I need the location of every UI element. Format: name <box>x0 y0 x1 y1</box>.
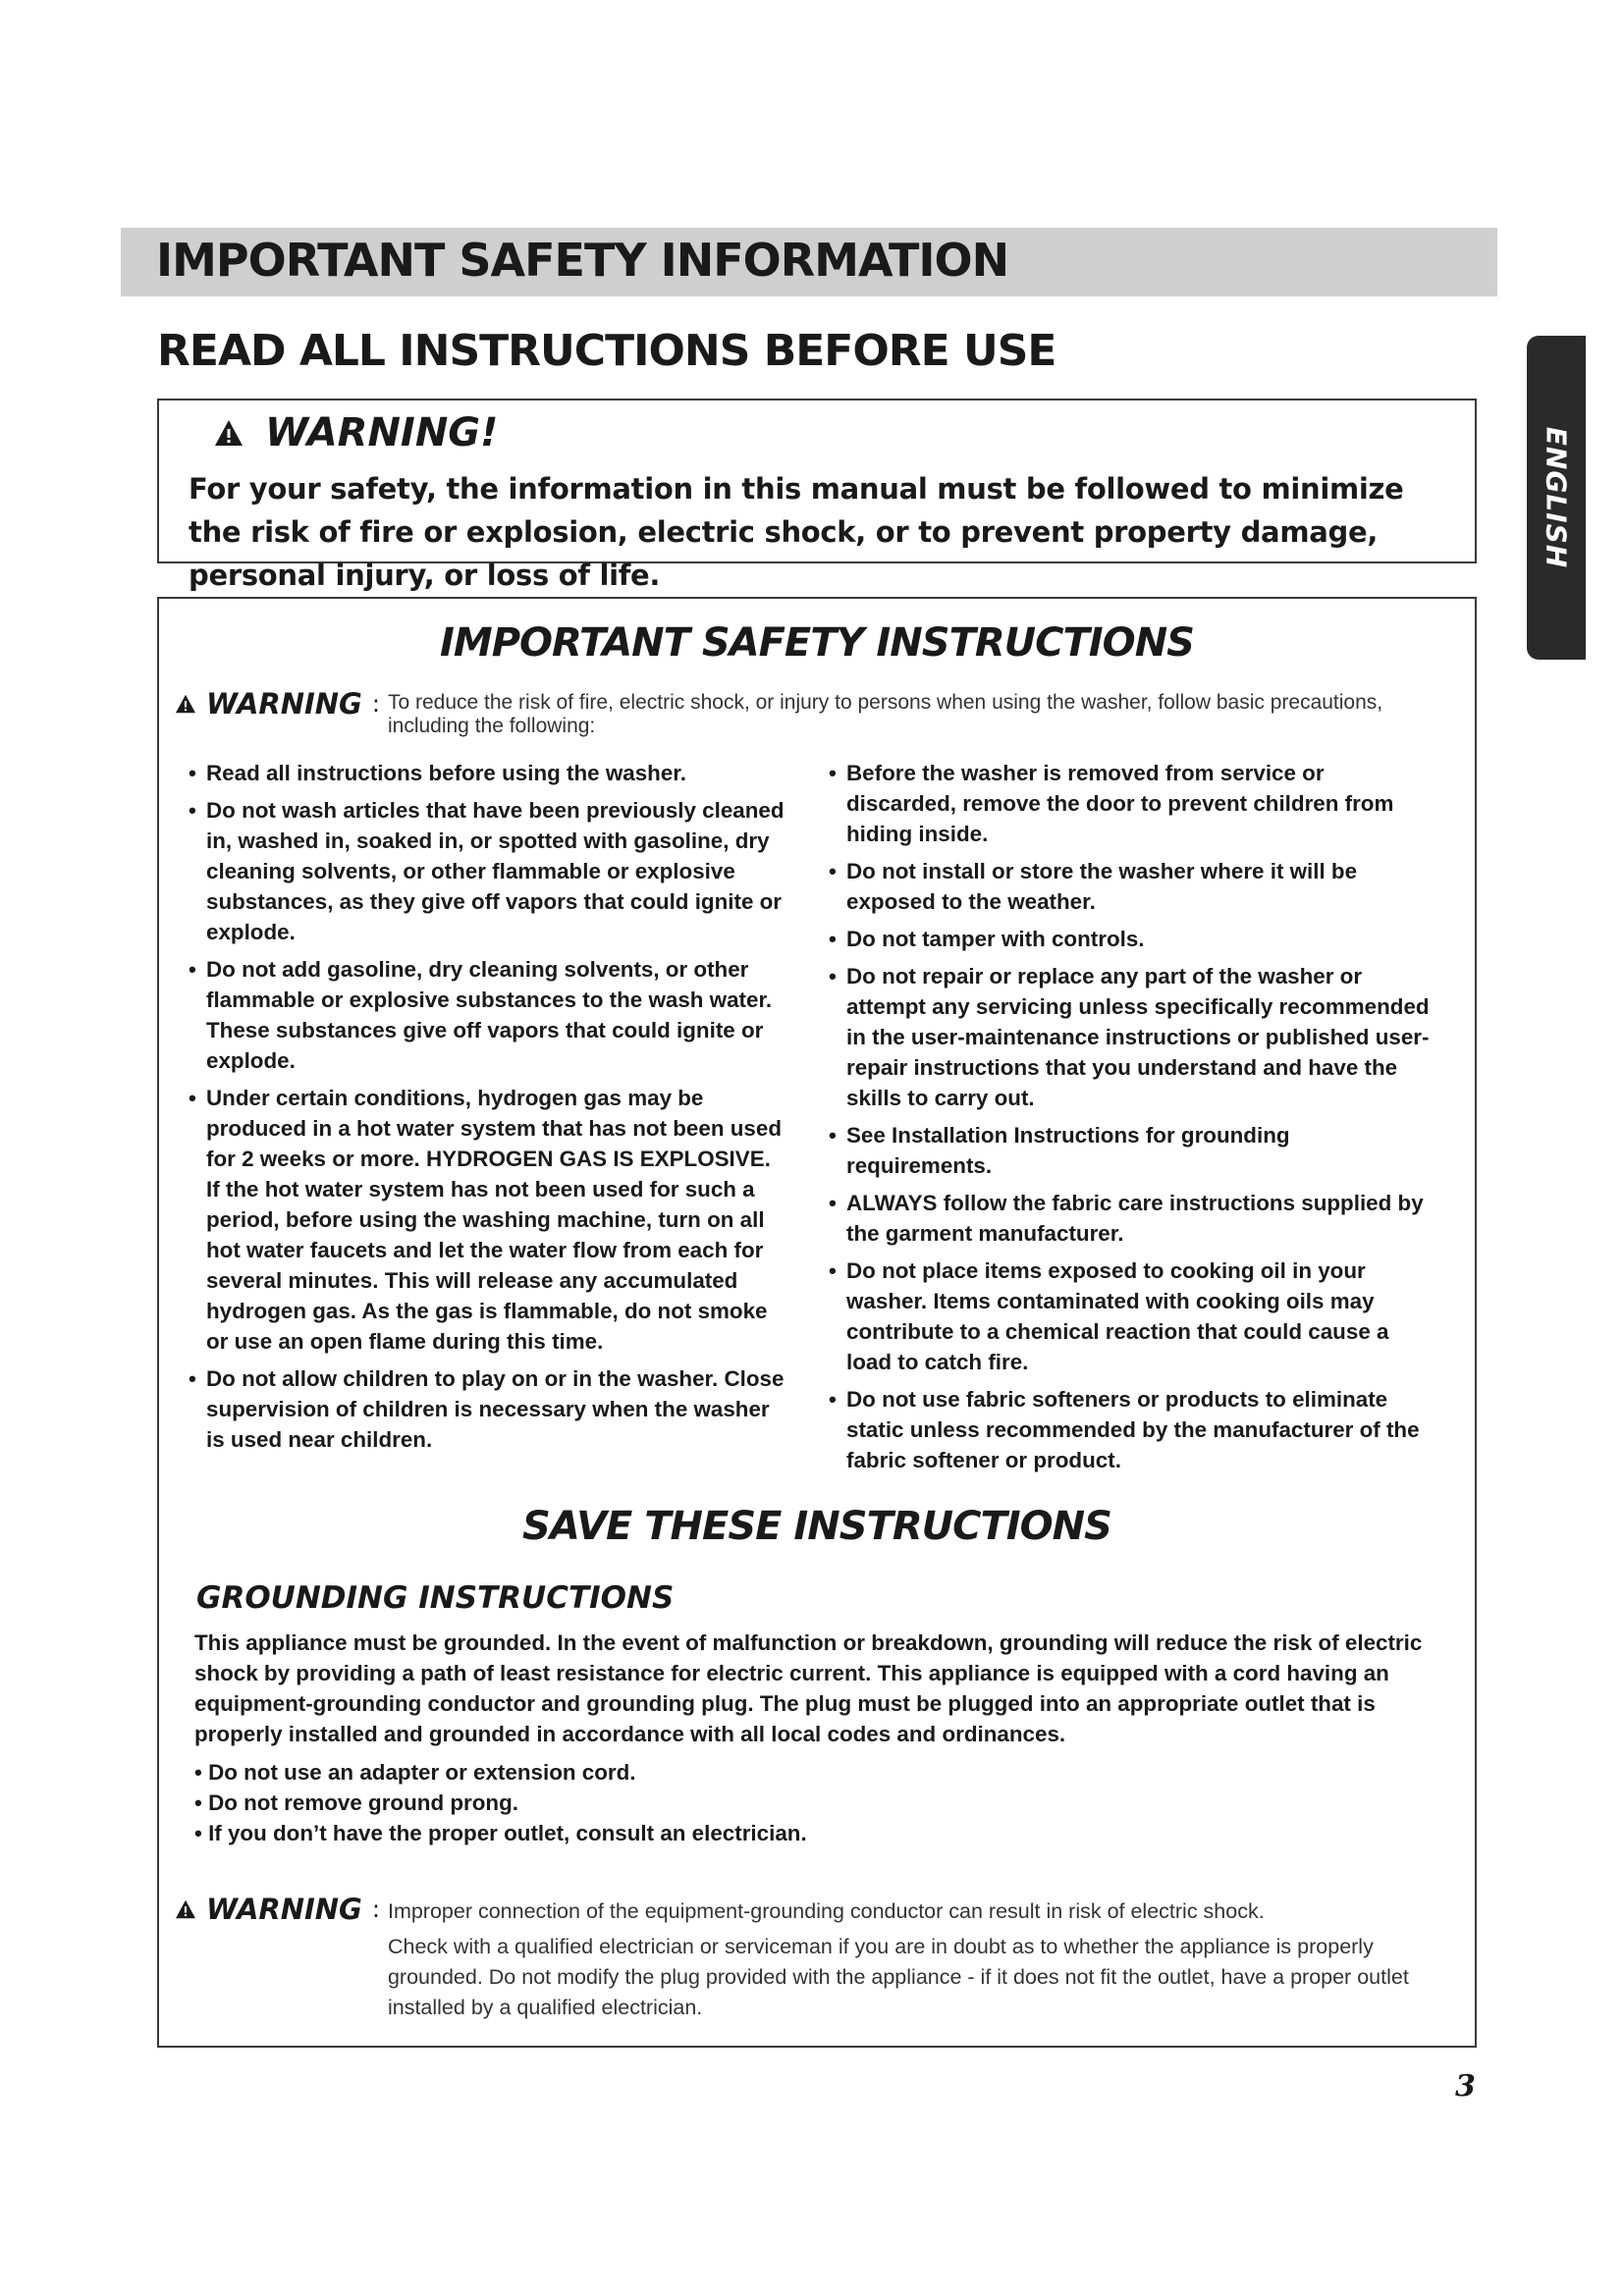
list-item: • Under certain conditions, hydrogen gas may be produced in a hot water system that has not been used for 2 weeks or more. HYDROGEN GAS IS EXPLOSIVE. If the hot water system has not been used for such a period, before using the washing machine, turn on all hot water faucets and let the water flow from each for several minutes. This will release any accumulated hydrogen gas. As the gas is flammable, do not smoke or use an open flame during this time. <box>189 1083 789 1357</box>
grounding-bullets <box>194 1757 807 1848</box>
section-title: IMPORTANT SAFETY INFORMATION <box>156 234 1009 287</box>
grounding-paragraph: This appliance must be grounded. In the event of malfunction or breakdown, grounding will reduce the risk of electric shock by providing a path of least resistance for electric current. This appliance is equipped with a cord having an equipment-grounding conductor and grounding plug. The plug must be plugged into an appropriate outlet that is properly installed and grounded in accordance with all local codes and ordinances. <box>194 1630 1423 1746</box>
instructions-warning-text: To reduce the risk of fire, electric shock, or injury to persons when using the washer, follow basic precautions, including the following: <box>387 691 1383 737</box>
list-item: • Do not use an adapter or extension cord. <box>194 1760 636 1785</box>
warning-triangle-icon <box>175 1899 196 1919</box>
instructions-warning <box>175 687 1461 738</box>
warning-box <box>157 399 1477 592</box>
warning-triangle-icon <box>175 694 196 714</box>
list-item: • Do not add gasoline, dry cleaning solvents, or other flammable or explosive substances to the wash water. These substances give off vapors that could ignite or explode. <box>189 954 789 1076</box>
grounding-warning-text <box>388 1893 1419 2023</box>
list-item: • Do not place items exposed to cooking oil in your washer. Items contaminated with cooking oils may contribute to a chemical reaction that could cause a load to catch fire. <box>829 1255 1439 1377</box>
warning-heading <box>214 410 498 455</box>
list-item: • ALWAYS follow the fabric care instructions supplied by the garment manufacturer. <box>829 1188 1439 1249</box>
left-instructions-column <box>189 758 789 1462</box>
right-instructions-column <box>829 758 1439 1482</box>
grounding-warning-label: WARNING : <box>175 1893 380 1926</box>
section-header-bar <box>121 228 1497 296</box>
language-tab <box>1527 336 1586 660</box>
list-item: • Do not tamper with controls. <box>829 924 1439 954</box>
warning-title: WARNING! <box>265 410 499 455</box>
list-item: • Do not use fabric softeners or products to eliminate static unless recommended by the manufacturer of the fabric softener or product. <box>829 1384 1439 1475</box>
page-number: 3 <box>1455 2069 1476 2104</box>
list-item: • Do not repair or replace any part of the washer or attempt any servicing unless specifically recommended in the user-maintenance instructions or published user-repair instructions that you understand and have the skills to carry out. <box>829 961 1439 1113</box>
grounding-warning <box>175 1893 1461 2023</box>
safety-instructions-title: IMPORTANT SAFETY INSTRUCTIONS <box>440 620 1194 666</box>
warning-triangle-icon <box>214 419 244 447</box>
warning-word: WARNING <box>206 687 362 721</box>
list-item: • Do not wash articles that have been previously cleaned in, washed in, soaked in, or spotted with gasoline, dry cleaning solvents, or other flammable or explosive substances, as they give off vapors that could ignite or explode. <box>189 795 789 947</box>
list-item: • Do not remove ground prong. <box>194 1790 519 1815</box>
grounding-title: GROUNDING INSTRUCTIONS <box>196 1580 675 1616</box>
list-item: • Read all instructions before using the washer. <box>189 758 789 788</box>
warning-text: For your safety, the information in this manual must be followed to minimize the risk of fire or explosion, electric shock, or to prevent property damage, personal injury, or loss of life. <box>189 472 1404 592</box>
list-item: • If you don’t have the proper outlet, consult an electrician. <box>194 1821 807 1845</box>
list-item: • See Installation Instructions for grounding requirements. <box>829 1120 1439 1181</box>
list-item: • Do not allow children to play on or in the washer. Close supervision of children is necessary when the washer is used near children. <box>189 1363 789 1455</box>
warning-word: WARNING <box>206 1893 362 1926</box>
language-tab-label: ENGLISH <box>1540 426 1573 569</box>
list-item: • Do not install or store the washer where it will be exposed to the weather. <box>829 856 1439 917</box>
grounding-warning-line1: Improper connection of the equipment-grounding conductor can result in risk of electric shock. <box>387 1899 1265 1923</box>
grounding-warning-line2: Check with a qualified electrician or serviceman if you are in doubt as to whether the appliance is properly grounded. Do not modify the plug provided with the appliance - if it does not fit the outlet, have a proper outlet installed by a qualified electrician. <box>387 1935 1409 2019</box>
save-instructions-title: SAVE THESE INSTRUCTIONS <box>522 1504 1111 1549</box>
list-item: • Before the washer is removed from service or discarded, remove the door to prevent children from hiding inside. <box>829 758 1439 849</box>
page-subtitle: READ ALL INSTRUCTIONS BEFORE USE <box>157 326 1056 376</box>
instructions-warning-label: WARNING : <box>175 687 380 721</box>
instructions-box <box>157 597 1477 2048</box>
